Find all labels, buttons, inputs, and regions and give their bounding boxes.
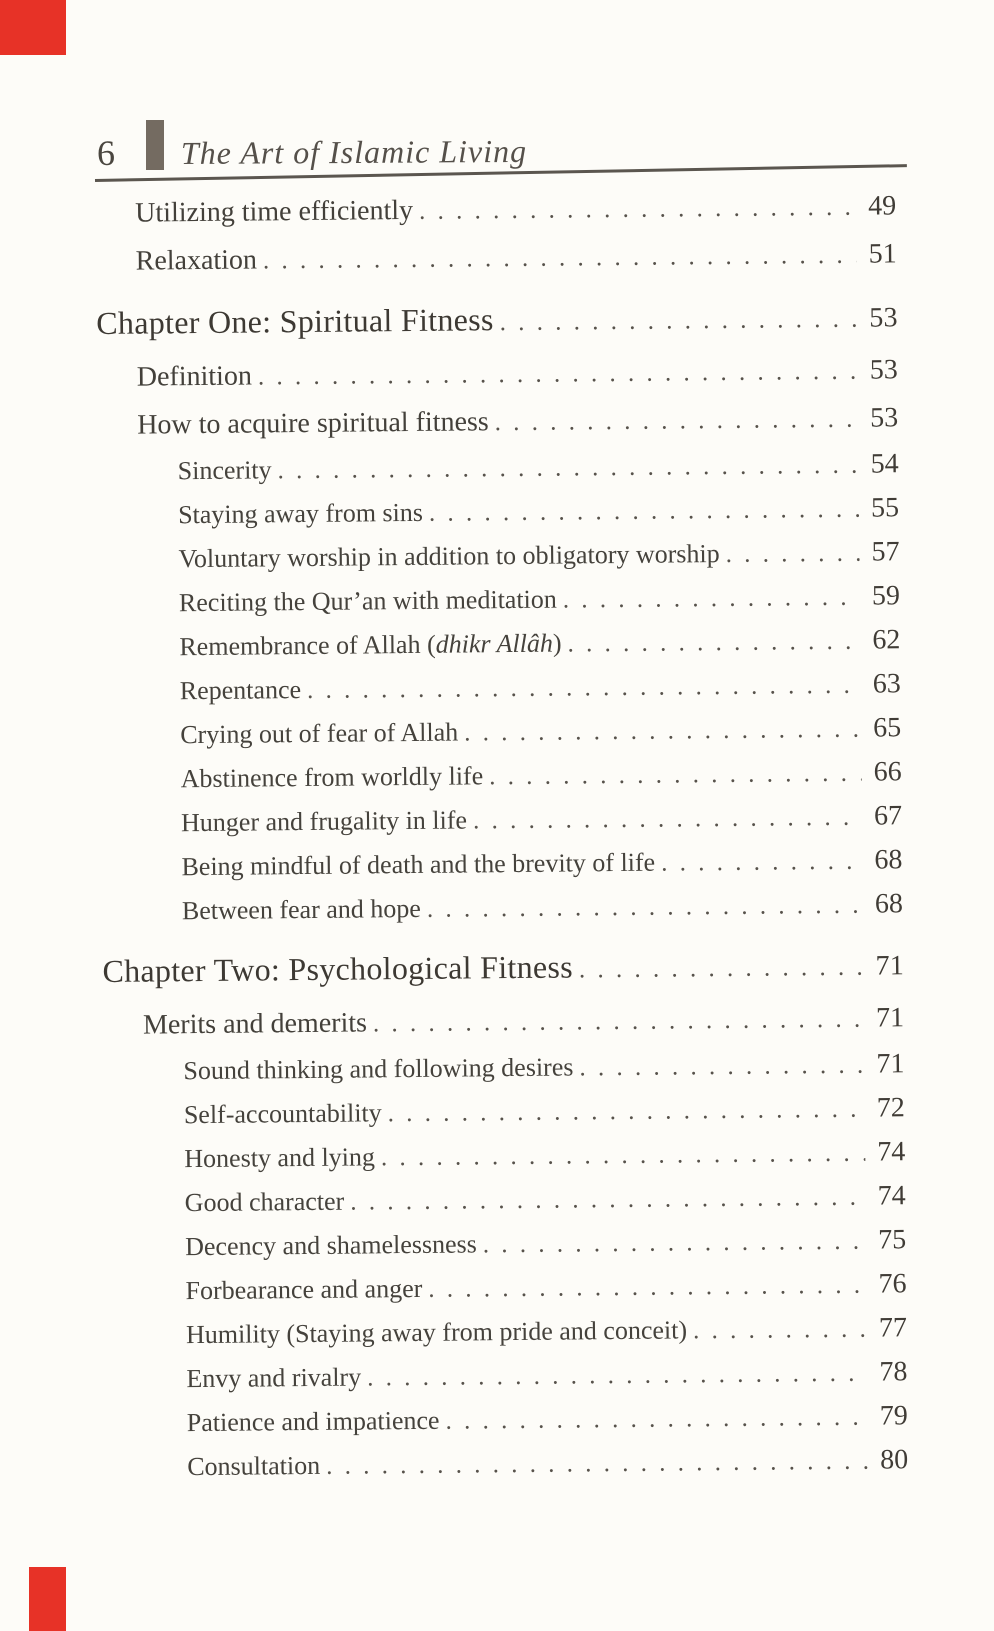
toc-entry [95,230,910,286]
toc-entry-page: 75 [877,1224,907,1256]
toc-entry-page: 68 [874,844,903,876]
toc-entry-page: 53 [869,302,899,334]
toc-entry-page: 53 [870,402,899,434]
toc-entry [96,290,911,352]
toc-entry-page: 76 [878,1268,907,1300]
toc-entry-label: Decency and shamelessness [185,1229,477,1262]
dot-leader [263,232,857,285]
dot-leader [307,664,861,712]
dot-leader [661,840,863,885]
dot-leader [350,1176,866,1224]
toc-entry-page: 67 [873,800,903,832]
toc-entry-label: Patience and impatience [186,1405,440,1438]
toc-entry [104,1086,919,1138]
dot-leader [326,1440,868,1488]
dot-leader [489,752,862,799]
scan-mark-top-left [0,0,66,55]
dot-leader [464,708,861,755]
toc-entry-page: 53 [869,354,898,386]
toc-entry-page: 78 [879,1356,908,1388]
dot-leader [419,184,857,235]
toc-entry [103,994,918,1050]
toc-entry-page: 74 [877,1136,906,1168]
header-bar-ornament [146,120,164,170]
toc-entry-page: 57 [871,536,900,568]
dot-leader [563,576,861,622]
toc-entry-label: Forbearance and anger [185,1273,423,1306]
toc-entry-page: 51 [868,238,897,270]
toc-entry [98,530,913,582]
toc-entry [100,662,915,714]
toc-entry [101,794,916,846]
dot-leader [445,1396,868,1443]
scan-mark-bottom-left [29,1567,66,1631]
toc-entry-label: Crying out of fear of Allah [180,717,459,750]
toc-entry-label: Humility (Staying away from pride and conceit) [185,1315,688,1350]
page-header [95,114,908,174]
dot-leader [388,1088,866,1136]
dot-leader [277,444,859,493]
toc-entry-page: 55 [870,492,900,524]
toc-entry-page: 71 [875,1002,905,1034]
toc-entry-page: 49 [868,190,897,222]
toc-entry-label: Chapter One: Spiritual Fitness [96,301,494,341]
toc-entry-page: 74 [877,1180,906,1212]
toc-entry-page: 72 [876,1092,905,1124]
toc-entry-label: Relaxation [135,244,258,277]
toc-entry-page: 80 [880,1444,909,1476]
toc-entry [103,1042,918,1094]
toc-entry-label: Merits and demerits [142,1007,368,1041]
dot-leader [483,1220,867,1267]
toc-entry-page: 71 [875,950,905,982]
toc-entry [100,706,915,758]
dot-leader [725,532,859,576]
dot-leader [495,396,859,446]
toc-entry [97,394,912,450]
toc-entry [105,1262,920,1314]
toc-entry-page: 66 [873,756,902,788]
toc-entry-page: 71 [876,1048,905,1080]
toc-entry-page: 62 [872,624,901,656]
toc-entry-label: Honesty and lying [184,1142,376,1174]
toc-entry-label: Utilizing time efficiently [135,194,414,229]
toc-entry [105,1174,920,1226]
toc-entry [105,1218,920,1270]
toc-entry-label: How to acquire spiritual fitness [137,406,489,441]
toc-entry-page: 54 [870,448,899,480]
page-number: 6 [97,133,115,173]
toc-entry [102,938,917,1000]
toc-entry-page: 79 [879,1400,908,1432]
dot-leader [373,996,864,1048]
toc-entry-label: Sound thinking and following desires [183,1052,574,1086]
toc-entry [95,182,910,238]
dot-leader [428,1264,867,1311]
toc-entry-page: 59 [871,580,901,612]
toc-entry [106,1350,921,1402]
dot-leader [579,943,864,996]
toc-entry [99,618,914,670]
toc-entry-label: Staying away from sins [177,497,424,530]
toc-entry [97,346,912,402]
toc-entry-label: Sincerity [177,455,272,486]
toc-entry-label: Consultation [187,1450,321,1482]
toc-entry-label: Self-accountability [183,1098,382,1130]
toc-entry-label: Remembrance of Allah (dhikr Allâh) [179,628,562,662]
toc-entry [106,1306,921,1358]
toc-entry-label: Reciting the Qur’an with meditation [178,584,557,618]
table-of-contents [95,182,922,1490]
dot-leader [381,1132,866,1180]
toc-entry-label: Between fear and hope [181,893,422,926]
toc-entry-label: Abstinence from worldly life [180,761,484,794]
toc-entry-label: Definition [136,360,253,393]
toc-entry-page: 63 [872,668,901,700]
toc-entry [107,1438,922,1490]
toc-entry-label: Chapter Two: Psychological Fitness [102,948,574,989]
dot-leader [499,295,857,348]
toc-entry-page: 65 [873,712,902,744]
dot-leader [429,488,860,535]
toc-entry [100,750,915,802]
toc-entry [101,838,916,890]
toc-entry-label: Being mindful of death and the brevity of life [181,847,656,882]
toc-entry-label: Repentance [179,675,302,706]
book-title: The Art of Islamic Living [180,132,528,172]
dot-leader [367,1352,868,1400]
dot-leader [693,1308,867,1353]
toc-entry [104,1130,919,1182]
dot-leader [258,348,858,401]
toc-entry-label: Hunger and frugality in life [180,805,468,838]
dot-leader [579,1044,864,1090]
toc-entry [102,882,917,934]
toc-entry-page: 68 [874,888,904,920]
toc-entry-page: 77 [878,1312,908,1344]
dot-leader [427,884,863,931]
toc-entry [107,1394,922,1446]
toc-entry-label: Good character [184,1186,345,1218]
dot-leader [567,620,860,666]
toc-entry [99,574,914,626]
toc-entry [98,486,913,538]
toc-entry [97,442,912,494]
dot-leader [473,796,862,843]
toc-entry-label: Voluntary worship in addition to obligatory worship [178,539,720,574]
toc-entry-label: Envy and rivalry [186,1362,362,1394]
